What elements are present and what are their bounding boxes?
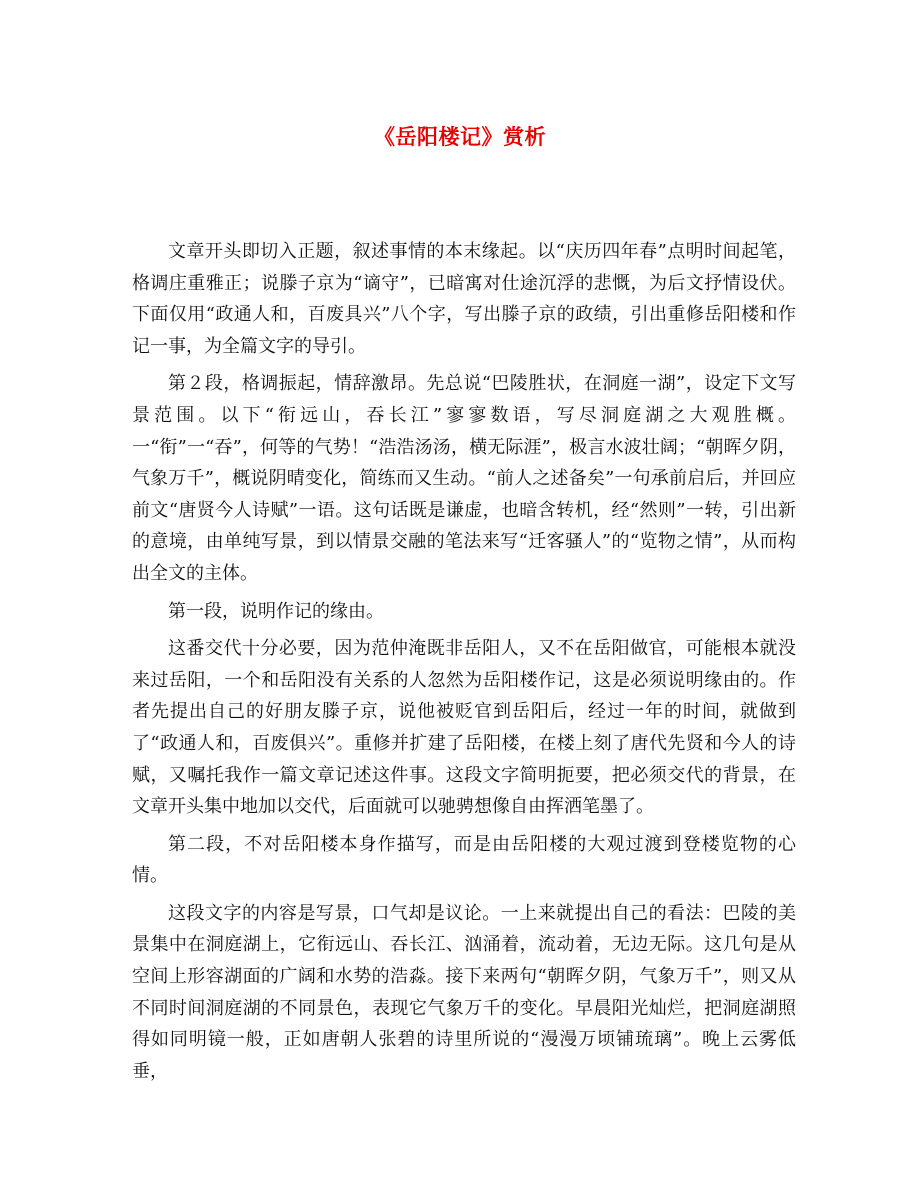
document-body xyxy=(132,236,796,1093)
document-title: 《岳阳楼记》赏析 xyxy=(374,124,546,149)
paragraph: 第２段，格调振起，情辞激昂。先总说“巴陵胜状，在洞庭一湖”，设定下文写景范围。以下“衔远山，吞长江”寥寥数语，写尽洞庭湖之大观胜概。一“衔”一“吞”，何等的气势！“浩浩汤汤，横无际涯”，极言水波壮阔；“朝晖夕阴，气象万千”，概说阴晴变化，简练而又生动。“前人之述备矣”一句承前启后，并回应前文“唐贤今人诗赋”一语。这句话既是谦虚，也暗含转机，经“然则”一转，引出新的意境，由单纯写景，到以情景交融的笔法来写“迁客骚人”的“览物之情”，从而构出全文的主体。 xyxy=(132,373,796,584)
paragraph: 这段文字的内容是写景，口气却是议论。一上来就提出自己的看法：巴陵的美景集中在洞庭湖上，它衔远山、吞长江、汹涌着，流动着，无边无际。这几句是从空间上形容湖面的广阔和水势的浩淼。接下来两句“朝晖夕阴，气象万千”，则又从不同时间洞庭湖的不同景色，表现它气象万千的变化。早晨阳光灿烂，把洞庭湖照得如同明镜一般，正如唐朝人张碧的诗里所说的“漫漫万顷铺琉璃”。晚上云雾低垂， xyxy=(132,902,796,1082)
paragraph: 第二段，不对岳阳楼本身作描写，而是由岳阳楼的大观过渡到登楼览物的心情。 xyxy=(132,833,796,887)
paragraph: 第一段，说明作记的缘由。 xyxy=(168,600,384,622)
paragraph: 这番交代十分必要，因为范仲淹既非岳阳人，又不在岳阳做官，可能根本就没来过岳阳，一个和岳阳没有关系的人忽然为岳阳楼作记，这是必须说明缘由的。作者先提出自己的好朋友滕子京，说他被贬官到岳阳后，经过一年的时间，就做到了“政通人和，百废俱兴”。重修并扩建了岳阳楼，在楼上刻了唐代先贤和今人的诗赋，又嘱托我作一篇文章记述这件事。这段文字简明扼要，把必须交代的背景，在文章开头集中地加以交代，后面就可以驰骋想像自由挥洒笔墨了。 xyxy=(132,638,796,818)
paragraph: 文章开头即切入正题，叙述事情的本末缘起。以“庆历四年春”点明时间起笔，格调庄重雅正；说滕子京为“谪守”，已暗寓对仕途沉浮的悲慨，为后文抒情设伏。下面仅用“政通人和，百废具兴”八个字，写出滕子京的政绩，引出重修岳阳楼和作记一事，为全篇文字的导引。 xyxy=(132,241,796,357)
